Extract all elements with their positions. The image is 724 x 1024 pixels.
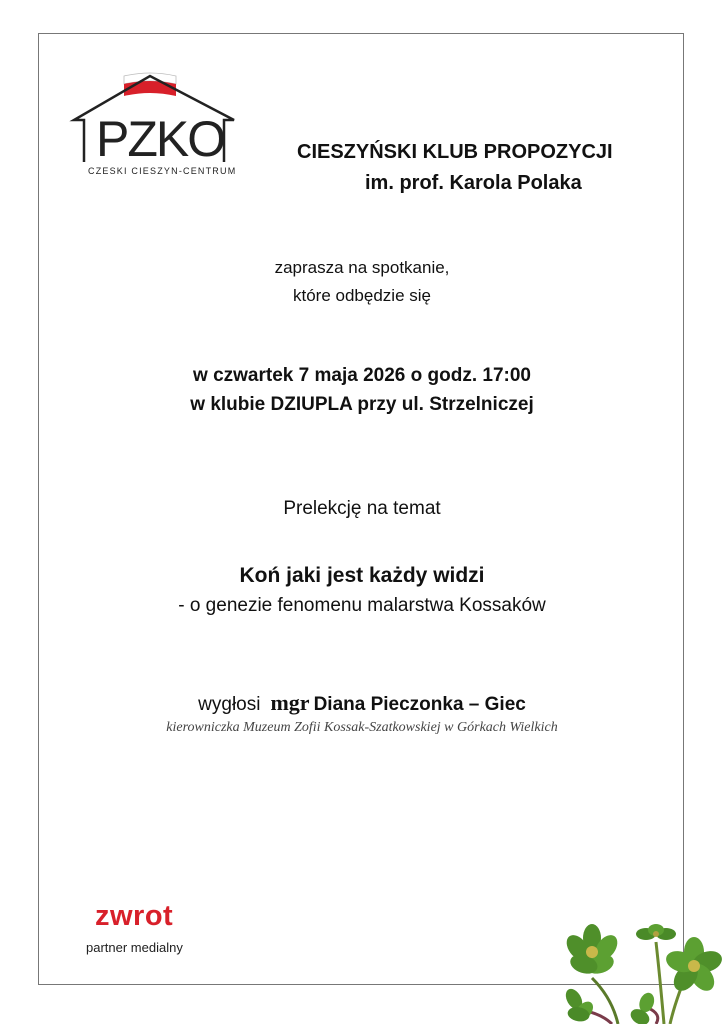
partner-logo: zwrot [95, 900, 174, 932]
speaker-title: mgr [270, 690, 310, 715]
flower-illustration-icon [552, 918, 724, 1024]
club-title: CIESZYŃSKI KLUB PROPOZYCJI [297, 141, 613, 163]
lecture-intro: Prelekcję na temat [283, 498, 441, 519]
lecture-topic: Koń jaki jest każdy widzi [239, 564, 485, 587]
invite-text [0, 254, 724, 310]
event-date: w czwartek 7 maja 2026 o godz. 17:00 [193, 365, 531, 386]
pzko-logo [62, 62, 242, 166]
partner-label: partner medialny [86, 940, 183, 955]
speaker-line [0, 690, 724, 716]
logo-subtitle: CZESKI CIESZYN-CENTRUM [88, 166, 237, 176]
invite-line-2: które odbędzie się [293, 286, 431, 305]
event-location: w klubie DZIUPLA przy ul. Strzelniczej [190, 394, 534, 415]
logo-text: PZKO [96, 111, 225, 166]
speaker-prefix: wygłosi [198, 694, 261, 715]
event-details [0, 361, 724, 419]
lecture-topic-subtitle: - o genezie fenomenu malarstwa Kossaków [178, 595, 546, 616]
invite-line-1: zaprasza na spotkanie, [274, 258, 450, 277]
speaker-name: Diana Pieczonka – Giec [313, 694, 526, 715]
speaker-role: kierowniczka Muzeum Zofii Kossak-Szatkowskiej w Górkach Wielkich [166, 720, 558, 735]
club-subtitle: im. prof. Karola Polaka [365, 172, 582, 194]
